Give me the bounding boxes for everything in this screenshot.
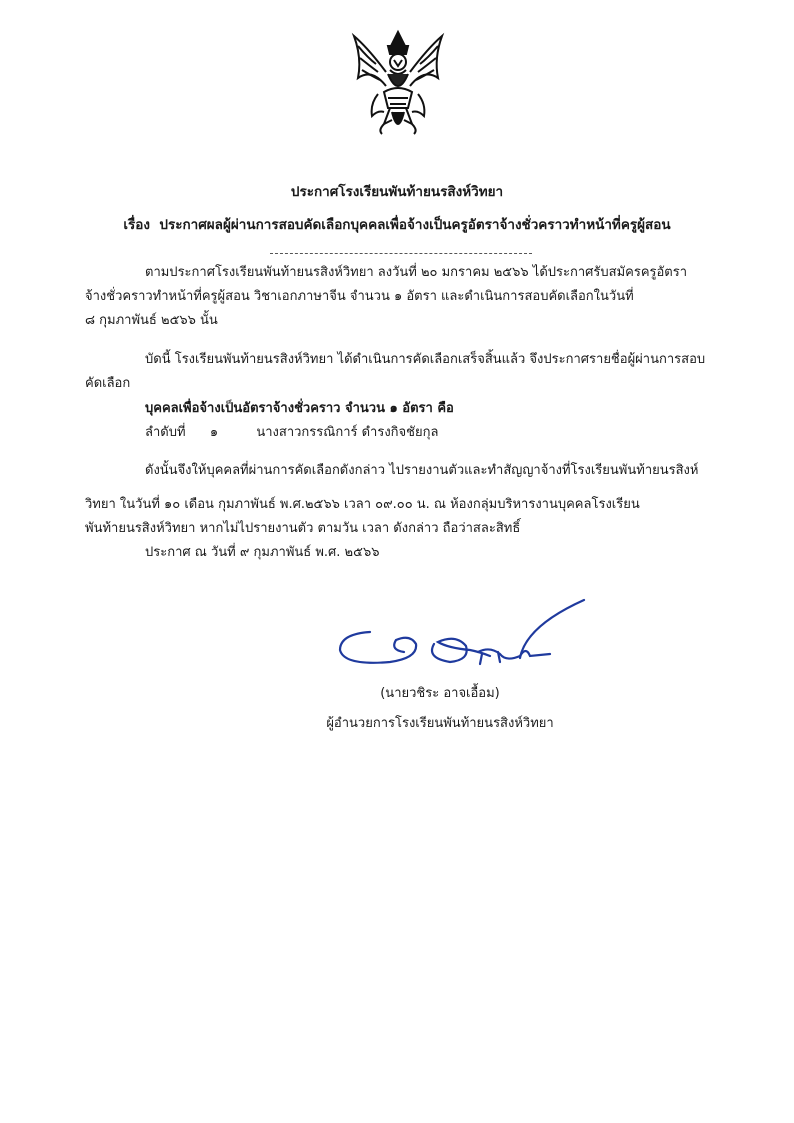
candidate-row (145, 424, 438, 442)
document-subject (0, 213, 794, 235)
paragraph-1-line-2: จ้างชั่วคราวทำหน้าที่ครูผู้สอน วิชาเอกภาษาจีน จำนวน ๑ อัตรา และดำเนินการสอบคัดเลือกในวันที่ (85, 289, 634, 304)
handwritten-signature (330, 596, 590, 676)
paragraph-3-line-2: วิทยา ในวันที่ ๑๐ เดือน กุมภาพันธ์ พ.ศ.๒๕๖๖ เวลา ๐๙.๐๐ น. ณ ห้องกลุ่มบริหารงานบุคคลโรงเรียน (85, 497, 640, 512)
paragraph-2-line-2: คัดเลือก (85, 376, 131, 391)
rank-label: ลำดับที่ (145, 425, 186, 440)
paragraph-1-line-3: ๘ กุมภาพันธ์ ๒๕๖๖ นั้น (85, 313, 218, 328)
candidate-name: นางสาวกรรณิการ์ ดำรงกิจชัยกุล (256, 425, 439, 440)
paragraph-3-line-3: พันท้ายนรสิงห์วิทยา หากไม่ไปรายงานตัว ตามวัน เวลา ดังกล่าว ถือว่าสละสิทธิ์ (85, 521, 521, 536)
garuda-emblem-icon (348, 28, 448, 138)
signatory-name: (นายวชิระ อาจเอื้อม) (380, 686, 500, 701)
paragraph-3-line-1: ดังนั้นจึงให้บุคคลที่ผ่านการคัดเลือกดังกล่าว ไปรายงานตัวและทำสัญญาจ้างที่โรงเรียนพันท้ายนรสิงห์ (145, 463, 699, 478)
announce-date: ประกาศ ณ วันที่ ๙ กุมภาพันธ์ พ.ศ. ๒๕๖๖ (145, 545, 380, 560)
paragraph-1-line-1: ตามประกาศโรงเรียนพันท้ายนรสิงห์วิทยา ลงวันที่ ๒๐ มกราคม ๒๕๖๖ ได้ประกาศรับสมัครครูอัตรา (145, 265, 688, 280)
title-divider (270, 253, 532, 254)
subject-label: เรื่อง (123, 217, 150, 233)
signatory-position: ผู้อำนวยการโรงเรียนพันท้ายนรสิงห์วิทยา (326, 716, 554, 731)
document-title: ประกาศโรงเรียนพันท้ายนรสิงห์วิทยา (290, 184, 504, 200)
group-heading: บุคคลเพื่อจ้างเป็นอัตราจ้างชั่วคราว จำนวน ๑ อัตรา คือ (145, 401, 454, 416)
subject-text: ประกาศผลผู้ผ่านการสอบคัดเลือกบุคคลเพื่อจ้างเป็นครูอัตราจ้างชั่วคราวทำหน้าที่ครูผู้สอน (159, 217, 671, 233)
rank-number: ๑ (209, 425, 219, 440)
paragraph-2-line-1: บัดนี้ โรงเรียนพันท้ายนรสิงห์วิทยา ได้ดำเนินการคัดเลือกเสร็จสิ้นแล้ว จึงประกาศรายชื่อผู้ผ่านการสอบ (145, 352, 706, 367)
